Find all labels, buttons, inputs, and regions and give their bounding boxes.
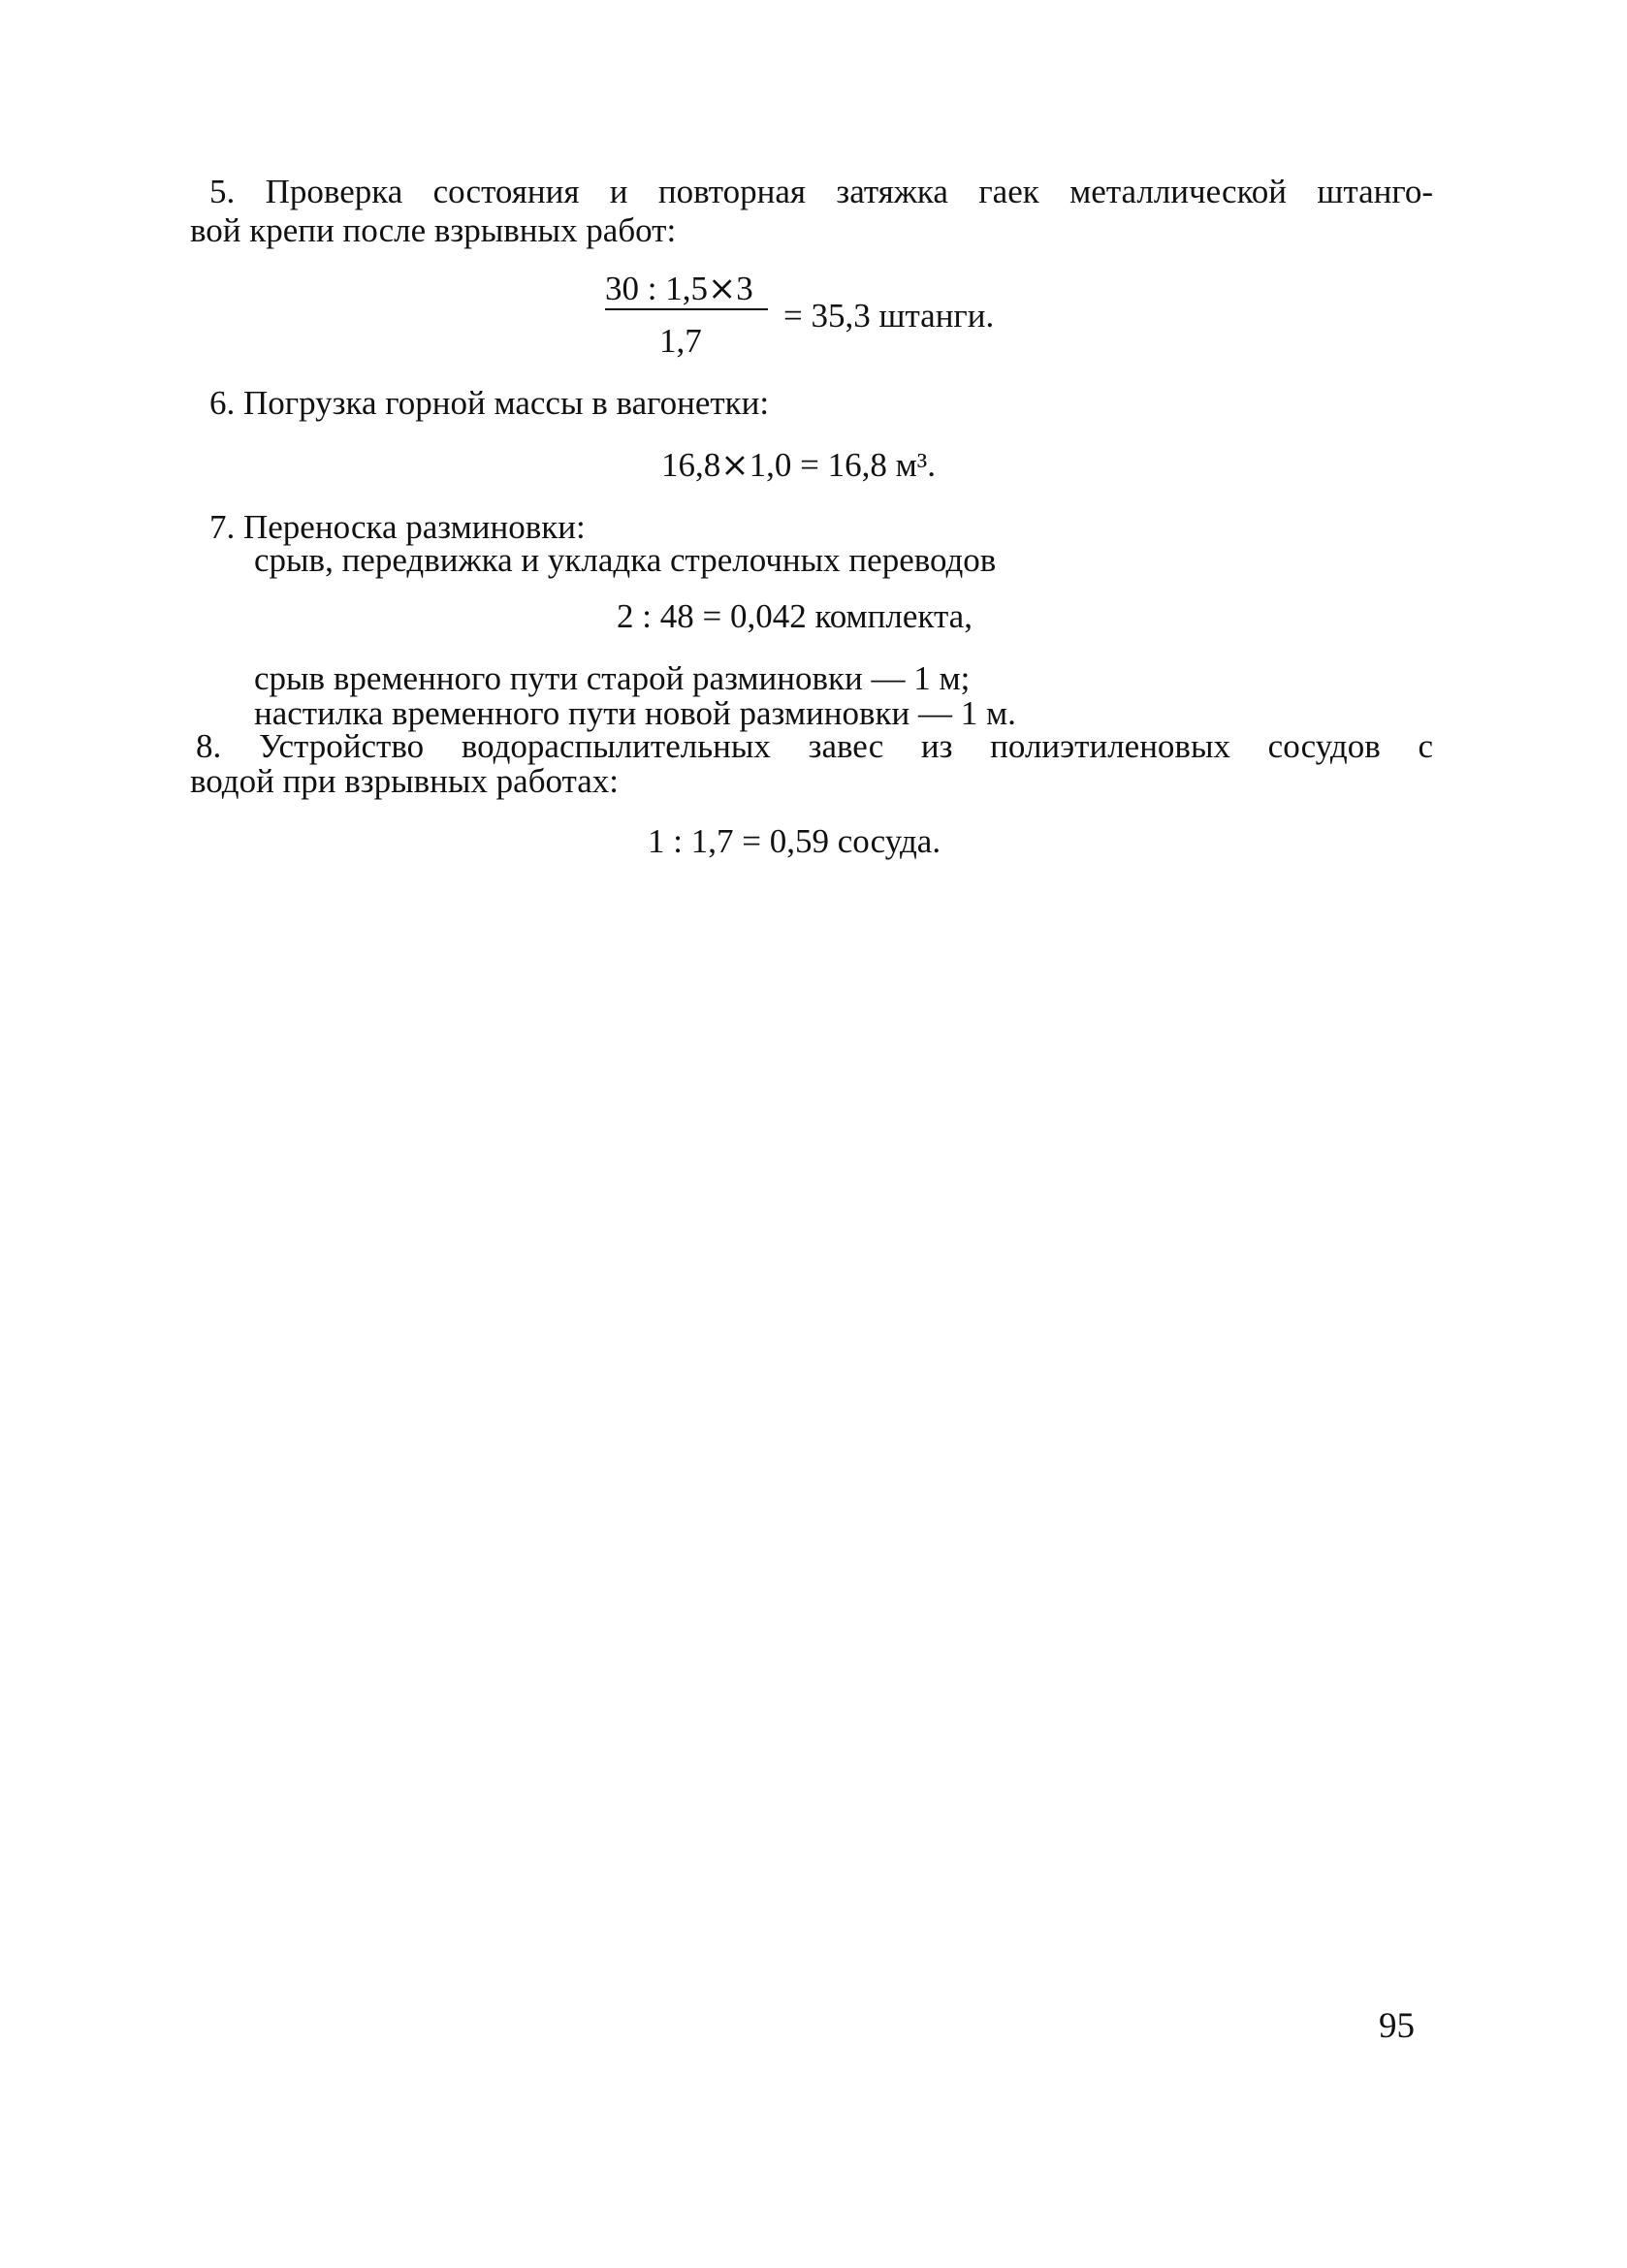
item-5-line-2: вой крепи после взрывных работ:: [190, 211, 677, 249]
page-number: 95: [1379, 2006, 1415, 2046]
item-7-line-2: срыв, передвижка и укладка стрелочных переводов: [254, 541, 997, 579]
item-5-numerator: 30 : 1,5⨯3: [605, 270, 753, 307]
item-6-line-1: 6. Погрузка горной массы в вагонетки:: [209, 384, 770, 422]
item-5-result: = 35,3 штанги.: [783, 297, 995, 335]
item-8-line-2: водой при взрывных работах:: [190, 762, 620, 800]
item-5-line-1: 5. Проверка состояния и повторная затяжка гаек металлической штанго-: [209, 173, 1433, 210]
item-7-line-1: 7. Переноска разминовки:: [209, 508, 586, 546]
item-8-line-1: 8. Устройство водораспылительных завес из полиэтиленовых сосудов с: [196, 727, 1433, 765]
item-6-formula: 16,8⨯1,0 = 16,8 м³.: [661, 446, 936, 484]
item-5-denominator: 1,7: [659, 322, 702, 360]
item-5-fraction-bar: [605, 308, 768, 310]
item-8-formula: 1 : 1,7 = 0,59 сосуда.: [648, 822, 941, 860]
item-7-line-3: срыв временного пути старой разминовки — 1 м;: [254, 659, 971, 697]
item-7-line-4: настилка временного пути новой разминовки — 1 м.: [254, 694, 1016, 732]
item-7-formula: 2 : 48 = 0,042 комплекта,: [617, 597, 973, 635]
